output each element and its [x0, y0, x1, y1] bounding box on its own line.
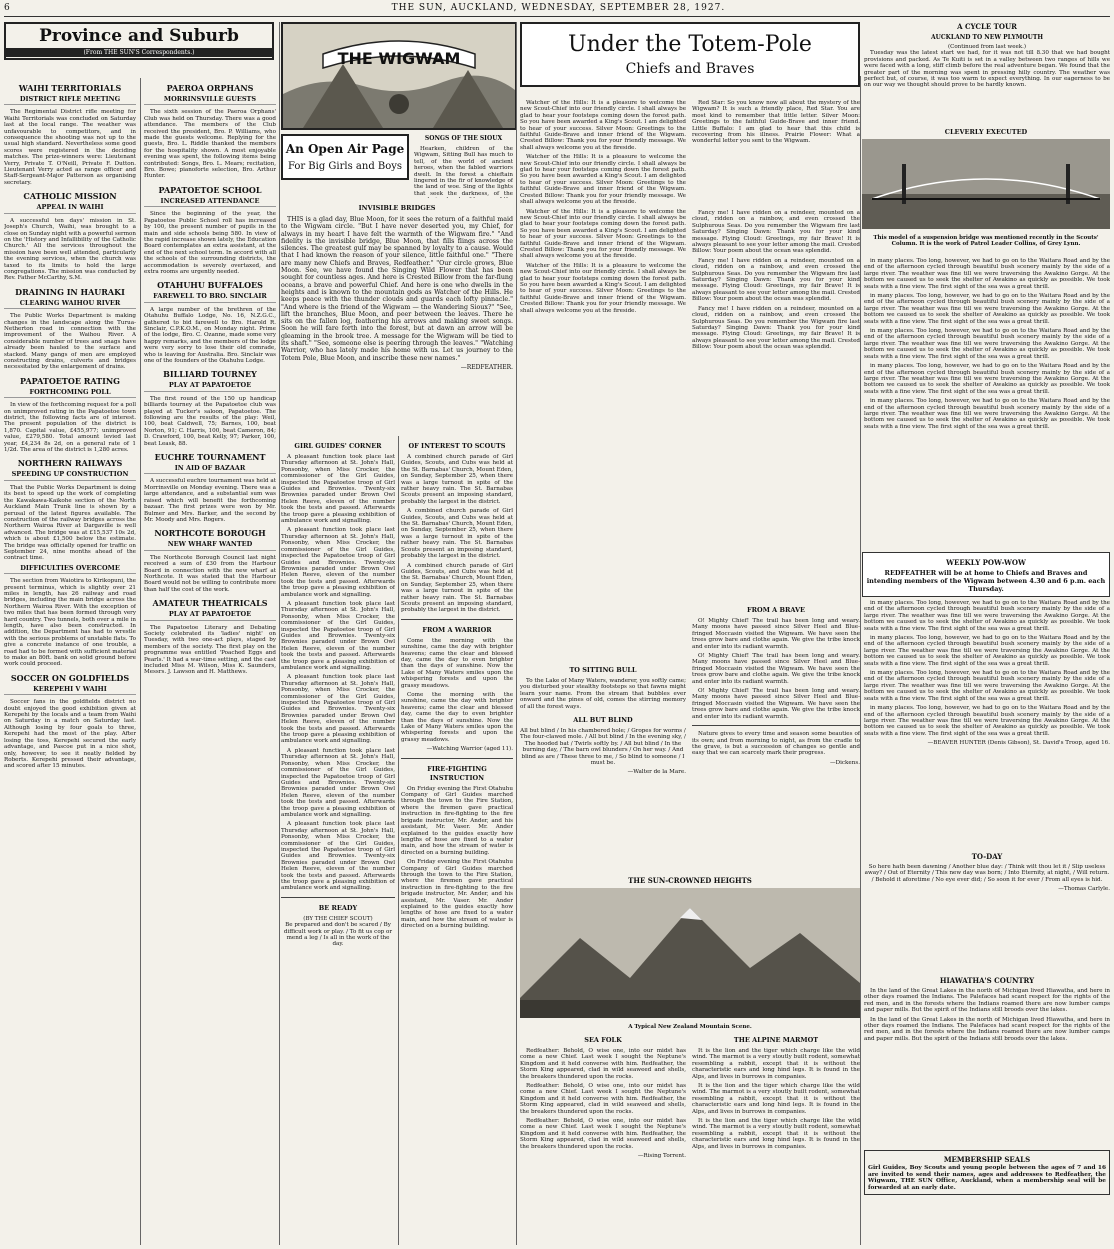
- totem-body-3c: Fancy me! I have ridden on a reindeer, mounted on a cloud, ridden on a rainbow, and even crossed the Sulphurous Seas. Do you remember the Wigwam fire last Saturday? Singing Dawn: Thank you for your kind message. Flying Cloud: Greetings, my fair Brave! It is always pleasant to see your letter among the mail. Crested Billow: Your poem about the ocean was splendid.: [692, 305, 860, 351]
- sioux-body: Hearken, children of the Wigwam, Sitting Bull has much to tell, of the world of ancient heroes, when the fabled warriors dwelt. In the forest a chieftain lingered in the fir of knowledge of the land of woe. Sing of the lights that seek the darkness, of the: [414, 146, 513, 197]
- hiawatha-block: [864, 970, 1110, 1120]
- clever-block: [862, 128, 1110, 251]
- column-rule: [279, 22, 280, 1245]
- article-heading: DRAINING IN HAURAKI: [15, 286, 125, 297]
- clever-heading: CLEVERLY EXECUTED: [944, 128, 1028, 136]
- marmot-block: [692, 1030, 860, 1242]
- totem-column-1: [520, 100, 686, 520]
- article-body: Since the beginning of the year, the Papatoetoe Public School roll has increased by 100, the present number of pupils in the main and side schools being 580. In view of the rapid increase shown lately, the Education Board contemplates an extra assistant, at the end of the next school term. In accord with all the schools of the surrounding districts, the accommodation is severely overtaxed, and extra rooms are urgently needed.: [144, 211, 276, 275]
- wigwam-title-box: [281, 134, 409, 180]
- tour-body-2c: in many places. Too long, however, we had to go on to the Waitara Road and by the end of the afternoon cycled through beautiful bush scenery mainly by the side of a large river. The weather was fine till we were traversing the Awakino Gorge. At the bottom we caused us to seek the shelter of Awakino as quickly as possible. We took seats with a fine view. The first sight of the sea was a great thrill.: [864, 328, 1110, 360]
- scouts-body-extra2: A combined church parade of Girl Guides, Scouts, and Cubs was held at the St. Barnabas' Church, Mount Eden, on Sunday, September 25, when there was a large turnout in spite of the rather heavy rain. The St. Barnabas Scouts present an imposing standard, probably the largest in the district.: [401, 562, 513, 614]
- scouts-column: [401, 436, 513, 1236]
- brave-body: O! Mighty Chief! The trail has been long and weary. Many moons have passed since Silver Heel and Blue-fringed Moccasin visited the Wigwam. We have seen the trees grow bare and clothe again. We give the tribe knock and enter into its radiant warmth.: [692, 618, 860, 650]
- brave-body-c: O! Mighty Chief! The trail has been long and weary. Many moons have passed since Silver Heel and Blue-fringed Moccasin visited the Wigwam. We have seen the trees grow bare and clothe again. We give the tribe knock and enter into its radiant warmth.: [692, 688, 860, 720]
- totem-column-2: [692, 100, 860, 200]
- dickens-signature: —Dickens.: [830, 759, 860, 766]
- page-title: An Open Air Page: [285, 142, 405, 156]
- article-heading: WAIHI TERRITORIALS: [18, 83, 122, 93]
- wigwam-word: THE WIGWAM: [337, 49, 461, 68]
- province-banner: [4, 22, 274, 60]
- dickens-body: Nature gives to every time and season some beauties of its own; and from morning to night, as from the cradle to the grave, is but a succession of changes so gentle and easy that we can scarcely mark their progress.: [692, 731, 860, 757]
- tour-body-2e: in many places. Too long, however, we had to go on to the Waitara Road and by the end of the afternoon cycled through beautiful bush scenery mainly by the side of a large river. The weather was fine till we were traversing the Awakino Gorge. At the bottom we caused us to seek the shelter of Awakino as quickly as possible. We took seats with a fine view. The first sight of the sea was a great thrill.: [864, 398, 1110, 430]
- sioux-article: [414, 134, 513, 198]
- sun-heights-heading: THE SUN-CROWNED HEIGHTS: [628, 876, 752, 885]
- article-heading: PAEROA ORPHANS: [166, 83, 254, 93]
- tour-heading: A CYCLE TOUR: [957, 22, 1017, 31]
- seals-heading: MEMBERSHIP SEALS: [943, 1155, 1031, 1164]
- wigwam-illustration: [283, 24, 515, 128]
- marmot-heading: THE ALPINE MARMOT: [733, 1036, 819, 1044]
- tour-block-3: [864, 600, 1110, 850]
- page-subtitle: For Big Girls and Boys: [287, 161, 403, 172]
- sitting-bull-block: [520, 660, 686, 870]
- article-body: The Northcote Borough Council last night received a sum of £30 from the Harbour Board in connection with the new wharf at Northcote. It was stated that the Harbour Board would not be willing to contribute more than half the cost of the work.: [144, 554, 276, 593]
- article-heading: NORTHERN RAILWAYS: [17, 458, 123, 469]
- totem-body-3: Fancy me! I have ridden on a reindeer, mounted on a cloud, ridden on a rainbow, and even crossed the Sulphurous Seas. Do you remember the Wigwam fire last Saturday? Singing Dawn: Thank you for your kind message. Flying Cloud: Greetings, my fair Brave! It is always pleasant to see your letter among the mail. Crested Billow: Your poem about the ocean was splendid.: [692, 210, 860, 255]
- fire-heading: FIRE-FIGHTING INSTRUCTION: [427, 764, 487, 782]
- tour-body: Tuesday was the latest start we had, for it was not till 8.30 that we had bought provisions and packed. As Te Kuiti is set in a valley between two ranges of hills we were faced with a long, stiff climb before the real adventure began. We found that the greater part of the morning was spent in pressing hilly country. The weather was perfect but, of course, it was too warm to expect everything. In our eagerness to be on our way we thought should prove to be hardly known.: [864, 50, 1110, 89]
- guides-body-extra3: A pleasant function took place last Thursday afternoon at St. John's Hall, Ponsonby, when Miss Crocker, the commissioner of the Girl Guides, inspected the Papatoetoe troop of Girl Guides and Brownies. Twenty-six Brownies paraded under Brown Owl Helen Reeve, eleven of the number took the tests and passed. Afterwards the troop gave a pleasing exhibition of ambulance work and signalling.: [281, 674, 395, 745]
- fire-body-extra: On Friday evening the First Otahuhu Company of Girl Guides marched through the town to the Fire Station, where the firemen gave practical instruction in fire-fighting to the fire brigade instructor, Mr. Ander, and his assistant, Mr. Vaser. Mr. Ander explained to the guides exactly how lengths of hose are fixed to a water main, and how the stream of water is directed on a burning building.: [401, 859, 513, 930]
- article-subheading: SPEEDING UP CONSTRUCTION: [4, 471, 136, 480]
- article-heading: NORTHCOTE BOROUGH: [154, 528, 266, 539]
- clever-caption: This model of a suspension bridge was mentioned recently in the Scouts' Column. It is the work of Patrol Leader Collins, of Grey Lynn.: [873, 235, 1099, 247]
- totem-body-1d: Watcher of the Hills: It is a pleasure to welcome the new Scout-Chief into our friendly circle. I shall always be glad to hear your footsteps coming down the forest path. So you have been awarded a King's Scout. I am delighted to hear of your success. Silver Moon: Greetings to the faithful Guide-Brave and inner friend of the Wigwam. Crested Billow: Thank you for your friendly message. We shall always welcome you at the fireside.: [520, 262, 686, 314]
- article-subheading: NEW WHARF WANTED: [144, 541, 276, 550]
- article-subheading: CLEARING WAIHOU RIVER: [4, 300, 136, 309]
- totem-body-2: Red Star: So you know now all about the mystery of the Wigwam? It is such a friendly place, Red Star. You are most kind to remember that little letter. Silver Moon: Greetings to the faithful Guide-Brave and inner friend. Little Buffalo: I am glad to hear that this child is recovering from his illness. Prairie Flower: What a wonderful letter you sent to the Wigwam.: [692, 100, 860, 145]
- province-title: Province and Suburb: [39, 26, 239, 46]
- powwow-heading: WEEKLY POW-WOW: [946, 558, 1026, 567]
- tour-body-2: in many places. Too long, however, we had to go on to the Waitara Road and by the end of the afternoon cycled through beautiful bush scenery mainly by the side of a large river. The weather was fine till we were traversing the Awakino Gorge. At the bottom we caused us to seek the shelter of Awakino as quickly as possible. We took seats with a fine view. The first sight of the sea was a great thrill.: [864, 258, 1110, 290]
- marmot-body-b: It is the lion and the tiger which charge like the wild wind. The marmot is a very stoutly built rodent, somewhat resembling a rabbit, except that it is without the characteristic ears and long hind legs. It is found in the Alps, and lives in burrows in companies.: [692, 1083, 860, 1115]
- brave-heading: FROM A BRAVE: [747, 606, 805, 614]
- invisible-bridges-signature: —REDFEATHER.: [460, 363, 513, 371]
- totem-banner: [520, 22, 860, 87]
- seafolk-body-c: Redfeather: Behold, O wise one, into our midst has come a new Chief. Last week I sought the Neptune's Kingdom and it held converse with him. Redfeather, the Storm King appeared, clad in wild seaweed and shells, the breakers thundered upon the rocks.: [520, 1118, 686, 1150]
- article-heading: BILLIARD TOURNEY: [163, 369, 257, 380]
- guides-heading: GIRL GUIDES' CORNER: [294, 442, 382, 450]
- totem-body-1: Watcher of the Hills: It is a pleasure to welcome the new Scout-Chief into our friendly circle. I shall always be glad to hear your footsteps coming down the forest path. So you have been awarded a King's Scout. I am delighted to hear of your success. Silver Moon: Greetings to the faithful Guide-Brave and inner friend of the Wigwam. Crested Billow: Thank you for your friendly message. We shall always welcome you at the fireside.: [520, 100, 686, 151]
- seafolk-body-b: Redfeather: Behold, O wise one, into our midst has come a new Chief. Last week I sought the Neptune's Kingdom and it held converse with him. Redfeather, the Storm King appeared, clad in wild seaweed and shells, the breakers thundered upon the rocks.: [520, 1083, 686, 1115]
- article-body: A successful ten days' mission in St. Joseph's Church, Waihi, was brought to a close on Sunday night with a powerful sermon on the 'History and Infallibility of the Catholic Church.' All the services throughout the mission have been well attended, particularly the evening services, when the church was taxed to its limits to hold the large congregations. The mission was conducted by Rev. Father McCarthy, S.M.: [4, 217, 136, 282]
- totem-body-1c: Watcher of the Hills: It is a pleasure to welcome the new Scout-Chief into our friendly circle. I shall always be glad to hear your footsteps coming down the forest path. So you have been awarded a King's Scout. I am delighted to hear of your success. Silver Moon: Greetings to the faithful Guide-Brave and inner friend of the Wigwam. Crested Billow: Thank you for your friendly message. We shall always welcome you at the fireside.: [520, 208, 686, 260]
- article-subheading: KEREPEHI V WAIHI: [4, 686, 136, 695]
- guides-body-extra2: A pleasant function took place last Thursday afternoon at St. John's Hall, Ponsonby, when Miss Crocker, the commissioner of the Girl Guides, inspected the Papatoetoe troop of Girl Guides and Brownies. Twenty-six Brownies paraded under Brown Owl Helen Reeve, eleven of the number took the tests and passed. Afterwards the troop gave a pleasing exhibition of ambulance work and signalling.: [281, 600, 395, 671]
- scouts-heading: OF INTEREST TO SCOUTS: [408, 442, 506, 450]
- warrior-heading: FROM A WARRIOR: [422, 625, 492, 634]
- article-body: That the Public Works Department is doing its best to speed up the work of completing the Kawakawa-Kaikohe section of the North Auckland Main Trunk line is shown by a perusal of the latest figures available. The construction of the railway bridges across the Northern Wairoa River at Dargaville is well advanced. The bridge was at £15,537 10s 2d, which is about £1,500 below the estimate. The bridge was officially opened for traffic on September 24, nine months ahead of the contract time.: [4, 484, 136, 562]
- totem-title: Under the Totem-Pole: [568, 32, 812, 57]
- article-subheading: DISTRICT RIFLE MEETING: [4, 96, 136, 105]
- masthead: [4, 0, 1110, 17]
- brave-body-b: O! Mighty Chief! The trail has been long and weary. Many moons have passed since Silver Heel and Blue-fringed Moccasin visited the Wigwam. We have seen the trees grow bare and clothe again. We give the tribe knock and enter into its radiant warmth.: [692, 653, 860, 685]
- page-number: 6: [4, 3, 10, 13]
- tour-body-3: in many places. Too long, however, we had to go on to the Waitara Road and by the end of the afternoon cycled through beautiful bush scenery mainly by the side of a large river. The weather was fine till we were traversing the Awakino Gorge. At the bottom we caused us to seek the shelter of Awakino as quickly as possible. We took seats with a fine view. The first sight of the sea was a great thrill.: [864, 600, 1110, 632]
- hiawatha-heading: HIAWATHA'S COUNTRY: [939, 976, 1035, 985]
- column-rule: [860, 76, 861, 1245]
- sun-heights-caption: A Typical New Zealand Mountain Scene.: [628, 1024, 752, 1030]
- today-block: [864, 846, 1110, 966]
- warrior-body: Come the morning with the sunshine, came the day with brighter heavens; came the clear and blessed day, came the day to even brighter than the days of sunshine. Now the Lake of Many Waters smiles upon the whispering forests and upon the grassy meadows.: [401, 637, 513, 689]
- today-heading: TO-DAY: [971, 852, 1003, 861]
- article-heading: EUCHRE TOURNAMENT: [154, 452, 266, 463]
- article-heading: PAPATOETOE SCHOOL: [158, 184, 262, 195]
- marmot-body: It is the lion and the tiger which charge like the wild wind. The marmot is a very stoutly built rodent, somewhat resembling a rabbit, except that it is without the characteristic ears and long hind legs. It is found in the Alps, and lives in burrows in companies.: [692, 1048, 860, 1080]
- guides-body-extra4: A pleasant function took place last Thursday afternoon at St. John's Hall, Ponsonby, when Miss Crocker, the commissioner of the Girl Guides, inspected the Papatoetoe troop of Girl Guides and Brownies. Twenty-six Brownies paraded under Brown Owl Helen Reeve, eleven of the number took the tests and passed. Afterwards the troop gave a pleasing exhibition of ambulance work and signalling.: [281, 747, 395, 818]
- article-body: The Public Works Department is making changes in the landscape along the Turua-Netherton road in connection with the improvement of the Waihou River. A considerable number of trees and snags have already been hauled to the surface and stacked. Many gangs of men are employed constructing drains, culverts and bridges necessitated by the enlargement of drains.: [4, 313, 136, 371]
- article-subheading: PLAY AT PAPATOETOE: [144, 382, 276, 391]
- ready-body: Be prepared and don't be scared / By difficult work or play. / To fit us cop or mend a leg / Is all in the work of the day.: [283, 922, 393, 948]
- seals-block: [864, 1150, 1110, 1242]
- scouts-body-extra: A combined church parade of Girl Guides, Scouts, and Cubs was held at the St. Barnabas' Church, Mount Eden, on Sunday, September 25, when there was a large turnout in spite of the rather heavy rain. The St. Barnabas Scouts present an imposing standard, probably the largest in the district.: [401, 508, 513, 560]
- hiawatha-body-b: In the land of the Great Lakes in the north of Michigan lived Hiawatha, and here in other days roamed the Indians. The Palefaces had scant respect for the rights of the red men, and in the forests where the Indians roamed there are now lumber camps and paper mills. But the spirit of the Indians still broods over the lakes.: [864, 1016, 1110, 1042]
- totem-body-1b: Watcher of the Hills: It is a pleasure to welcome the new Scout-Chief into our friendly circle. I shall always be glad to hear your footsteps coming down the forest path. So you have been awarded a King's Scout. I am delighted to hear of your success. Silver Moon: Greetings to the faithful Guide-Brave and inner friend of the Wigwam. Crested Billow: Thank you for your friendly message. We shall always welcome you at the fireside.: [520, 154, 686, 206]
- article-body: The Regimental District rifle meeting for Waihi Territorials was concluded on Saturday last at the local range. The weather was unfavourable to competitors, and in consequence the shooting was not up to the usual high standard. Nevertheless some good scores were registered in the deciding matches. The prize-winners were: Lieutenant Verry, Private T. O'Neill, Private F. Dutton. Lieutenant Verry acted as range officer and Staff-Sergeant-Major Patterson as organising secretary.: [4, 109, 136, 186]
- wigwam-banner: [281, 22, 517, 130]
- marmot-body-c: It is the lion and the tiger which charge like the wild wind. The marmot is a very stoutly built rodent, somewhat resembling a rabbit, except that it is without the characteristic ears and long hind legs. It is found in the Alps, and lives in burrows in companies.: [692, 1118, 860, 1150]
- column-rule: [516, 22, 517, 1245]
- blind-heading: ALL BUT BLIND: [573, 716, 633, 725]
- masthead-title: THE SUN, AUCKLAND, WEDNESDAY, SEPTEMBER 28, 1927.: [391, 3, 726, 13]
- article-heading: PAPATOETOE RATING: [20, 375, 120, 386]
- article-subheading: PLAY AT PAPATOETOE: [144, 611, 276, 620]
- article-heading: AMATEUR THEATRICALS: [152, 598, 268, 609]
- blind-signature: —Walter de la Mare.: [627, 769, 686, 776]
- article-subheading: MORRINSVILLE GUESTS: [144, 96, 276, 105]
- guides-body-extra: A pleasant function took place last Thursday afternoon at St. John's Hall, Ponsonby, when Miss Crocker, the commissioner of the Girl Guides, inspected the Papatoetoe troop of Girl Guides and Brownies. Twenty-six Brownies paraded under Brown Owl Helen Reeve, eleven of the number took the tests and passed. Afterwards the troop gave a pleasing exhibition of ambulance work and signalling.: [281, 527, 395, 598]
- tour-body-2d: in many places. Too long, however, we had to go on to the Waitara Road and by the end of the afternoon cycled through beautiful bush scenery mainly by the side of a large river. The weather was fine till we were traversing the Awakino Gorge. At the bottom we caused us to seek the shelter of Awakino as quickly as possible. We took seats with a fine view. The first sight of the sea was a great thrill.: [864, 363, 1110, 395]
- mountain-photo: [520, 888, 860, 1018]
- article-body: In view of the forthcoming request for a poll on unimproved rating in the Papatoetoe town district, the following facts are of interest. The present population of the district is 1,870. Capital value, £455,977; unimproved value, £279,580. Total amount levied last year, £4,234 8s 2d, on a general rate of 1 1/2d. The area of the district is 1,280 acres.: [4, 402, 136, 454]
- wigwam-title-wrap: [281, 134, 409, 180]
- guides-body-extra5: A pleasant function took place last Thursday afternoon at St. John's Hall, Ponsonby, when Miss Crocker, the commissioner of the Girl Guides, inspected the Papatoetoe troop of Girl Guides and Brownies. Twenty-six Brownies paraded under Brown Owl Helen Reeve, eleven of the number took the tests and passed. Afterwards the troop gave a pleasing exhibition of ambulance work and signalling.: [281, 821, 395, 892]
- article-subheading: FORTHCOMING POLL: [4, 389, 136, 398]
- tour-body-3d: in many places. Too long, however, we had to go on to the Waitara Road and by the end of the afternoon cycled through beautiful bush scenery mainly by the side of a large river. The weather was fine till we were traversing the Awakino Gorge. At the bottom we caused us to seek the shelter of Awakino as quickly as possible. We took seats with a fine view. The first sight of the sea was a great thrill.: [864, 705, 1110, 737]
- totem-column-3: [692, 210, 860, 520]
- article-body: The section from Waiotira to Kirikopuni, the present terminus, which is slightly over 21 miles in length, has 26 railway and road bridges, including the main bridge across the Northern Wairoa River. With the exception of two miles that has been formed through very hard country. Two tunnels, both over a mile in length, have also been constructed. In addition, the Department has had to wrestle with the serious problems of unstable flats. To give a concrete instance of one trouble, a road had to be formed with sufficient material to make an 80ft. bank on solid ground before work could proceed.: [4, 578, 136, 668]
- seafolk-signature: —Rising Torrent.: [637, 1153, 686, 1160]
- fire-body: On Friday evening the First Otahuhu Company of Girl Guides marched through the town to the Fire Station, where the firemen gave practical instruction in fire-fighting to the fire brigade instructor, Mr. Ander, and his assistant, Mr. Vaser. Mr. Ander explained to the guides exactly how lengths of hose are fixed to a water main, and how the stream of water is directed on a burning building.: [401, 785, 513, 856]
- ready-heading: BE READY: [318, 903, 358, 912]
- left-column-1: [4, 78, 136, 1243]
- article-heading: SOCCER ON GOLDFIELDS: [10, 672, 130, 683]
- province-banner-wrap: [4, 22, 274, 72]
- province-subtitle: (From THE SUN'S Correspondents.): [6, 48, 272, 57]
- seafolk-block: [520, 1030, 686, 1242]
- article-heading: OTAHUHU BUFFALOES: [157, 280, 263, 291]
- sioux-heading: SONGS OF THE SIOUX: [424, 135, 503, 142]
- powwow-box: [862, 548, 1110, 601]
- hiawatha-body: In the land of the Great Lakes in the north of Michigan lived Hiawatha, and here in other days roamed the Indians. The Palefaces had scant respect for the rights of the red men, and in the forests where the Indians roamed there are now lumber camps and paper mills. But the spirit of the Indians still broods over the lakes.: [864, 988, 1110, 1014]
- blind-body: All but blind / In his chambered hole; / Gropes for worms / The four-clawed mole. / All but blind / In the evening sky, / The hooded bat / Twirls softly by. / All but blind / In the burning day, / The barn owl blunders / On her way. / And blind as are / These three to me, / So blind to someone / I must be.: [520, 728, 686, 767]
- sun-heights-block: [520, 876, 860, 1034]
- today-body: So here hath been dawning / Another blue day: / Think wilt thou let it / Slip useless away? / Out of Eternity / This new day was born; / Into Eternity, at night, / Will return. / Behold it aforetime / No eye ever did; / So soon it for ever / From all eyes is hid.: [864, 864, 1110, 883]
- column-rule: [140, 78, 141, 1245]
- totem-banner-wrap: [520, 22, 860, 87]
- guides-body: A pleasant function took place last Thursday afternoon at St. John's Hall, Ponsonby, when Miss Crocker, the commissioner of the Girl Guides, inspected the Papatoetoe troop of Girl Guides and Brownies. Twenty-six Brownies paraded under Brown Owl Helen Reeve, eleven of the number took the tests and passed. Afterwards the troop gave a pleasing exhibition of ambulance work and signalling.: [281, 454, 395, 525]
- warrior-signature: —Watching Warrior (aged 11).: [426, 746, 513, 753]
- article-subheading: APPEAL IN WAIHI: [4, 204, 136, 213]
- seals-body: Girl Guides, Boy Scouts and young people between the ages of 7 and 16 are invited to send their names, ages and addresses to Redfeather, the Wigwam, THE SUN Office, Auckland, when a membership seal will be forwarded at an early date.: [868, 1165, 1106, 1191]
- guides-column: [281, 436, 395, 1236]
- article-body: The first round of the 150 up handicap billiards tourney at the Papatoetoe club was played at Tucker's saloon, Papatoetoe. The following are the results of the play: Weil, 100, beat Caldwell, 75; Barnes, 100, beat Norton, 91; C. Harris, 100, beat Cameron, 84; D. Crawford, 100, beat Kelly, 97; Parker, 100, beat Leask, 88.: [144, 395, 276, 447]
- today-signature: —Thomas Carlyle.: [1058, 886, 1110, 893]
- seafolk-heading: SEA FOLK: [584, 1036, 622, 1044]
- article-subheading: INCREASED ATTENDANCE: [144, 198, 276, 207]
- invisible-bridges-heading: INVISIBLE BRIDGES: [358, 204, 436, 212]
- article-heading: CATHOLIC MISSION: [23, 191, 117, 202]
- bridge-photo: [862, 139, 1110, 229]
- tour-body-3b: in many places. Too long, however, we had to go on to the Waitara Road and by the end of the afternoon cycled through beautiful bush scenery mainly by the side of a large river. The weather was fine till we were traversing the Awakino Gorge. At the bottom we caused us to seek the shelter of Awakino as quickly as possible. We took seats with a fine view. The first sight of the sea was a great thrill.: [864, 635, 1110, 667]
- article-body: The sixth session of the Paeroa Orphans' Club was held on Thursday. There was a good attendance. The members of the Club received the president, Bro. P. Williams, who made the guests welcome. Replying for the guests, Bro. L. Riddle thanked the members for the hospitality shown. A most enjoyable evening was spent, the following items being contributed: Songs, Bro. L. Mears; recitation, Bro. Bowe; pianoforte selection, Bro. Arthur Hunter.: [144, 109, 276, 180]
- article-body: Soccer fans in the goldfields district no doubt enjoyed the good exhibition given at Kerepehi by the locals and a team from Waihi on Saturday in a match on Saturday last. Although losing by four goals to three, Kerepehi had the most of the play. After losing the toss, Kerepehi secured the early advantage, and Pascoe put in a nice shot, only, however, to see it neatly fielded by Roberts. Kerepehi pressed their advantage, and scored after 15 minutes.: [4, 699, 136, 770]
- warrior-body-extra: Come the morning with the sunshine, came the day with brighter heavens; came the clear and blessed day, came the day to even brighter than the days of sunshine. Now the Lake of Many Waters smiles upon the whispering forests and upon the grassy meadows.: [401, 692, 513, 743]
- tour-body-3c: in many places. Too long, however, we had to go on to the Waitara Road and by the end of the afternoon cycled through beautiful bush scenery mainly by the side of a large river. The weather was fine till we were traversing the Awakino Gorge. At the bottom we caused us to seek the shelter of Awakino as quickly as possible. We took seats with a fine view. The first sight of the sea was a great thrill.: [864, 670, 1110, 702]
- tour-body-2b: in many places. Too long, however, we had to go on to the Waitara Road and by the end of the afternoon cycled through beautiful bush scenery mainly by the side of a large river. The weather was fine till we were traversing the Awakino Gorge. At the bottom we caused us to seek the shelter of Awakino as quickly as possible. We took seats with a fine view. The first sight of the sea was a great thrill.: [864, 293, 1110, 325]
- tour-continued: (Continued from last week.): [948, 44, 1026, 50]
- sitting-bull-body: To the Lake of Many Waters, wanderer, you softly came; you disturbed your stealthy footsteps so that fawns might learn your name. From the stream that bubbles ever onward and the pines of old, comes the stirring memory of all the forest ways.: [520, 678, 686, 710]
- totem-subtitle: Chiefs and Braves: [625, 61, 755, 77]
- tour-subheading: AUCKLAND TO NEW PLYMOUTH: [930, 34, 1044, 41]
- totem-body-3b: Fancy me! I have ridden on a reindeer, mounted on a cloud, ridden on a rainbow, and even crossed the Sulphurous Seas. Do you remember the Wigwam fire last Saturday? Singing Dawn: Thank you for your kind message. Flying Cloud: Greetings, my fair Brave! It is always pleasant to see your letter among the mail. Crested Billow: Your poem about the ocean was splendid.: [692, 257, 860, 303]
- article-body: A large number of the brethren of the Otahuhu Buffalo Lodge, No. 16, N.Z.G.C., gathered to bid farewell to Bro. Harold R. Sinclair, C.P.K.O.M., on Monday night. Prime of the lodge, Bro. C. Ozanne, made some very happy remarks, and the members of the lodge were very sorry to lose their old comrade, who is leaving for Australia. Bro. Sinclair was one of the founders of the Otahuhu Lodge.: [144, 306, 276, 364]
- tour-block: [864, 22, 1110, 126]
- ready-sub: (BY THE CHIEF SCOUT): [303, 915, 373, 922]
- article-body: The Papatoetoe Literary and Debating Society celebrated its 'ladies' night' on Tuesday, with two one-act plays, staged by members of the society. The first play on the programme was entitled 'Poached Eggs and Pearls.' It had a war-time setting, and the cast included Miss M. Wilson, Miss K. Saunders, Messrs. J. Lawson and H. Matthews.: [144, 624, 276, 676]
- sitting-bull-heading: TO SITTING BULL: [569, 666, 637, 674]
- page-number-right: [1107, 3, 1110, 13]
- invisible-bridges-body: THIS is a glad day, Blue Moon, for it sees the return of a faithful maid to the Wigwam circle. "But I have never deserted you, my Chief, for always in my heart I have felt the warmth of the Wigwam fire." "And fidelity is the invisible bridge, Blue Moon, that fills flings across the silences. The greatest gulf may be spanned by loyalty to a cause. Would that I had known the reason of your silence, little faithful one." "There are many new Chiefs and Braves, Redfeather." "Our circle grows, Blue Moon. See, we have found the Singing Wild Flower that has been sought for countless ages. And here is Crested Billow from the far-flung oceans, a brave and powerful Chief. And here is one who dwells in the heights and is known to the mountain gods as Watcher of the Hills. He keeps peace with the thunder clouds and guards each lofty pinnacle." "And where is the friend of the Wigwam — the Wandering Sioux?" "See, lift the branches, Blue Moon, and peer between the leaves. There he sits on the fallen log, feathering his arrows and making sweet songs. Soon he will fare forth into the forest, but at dawn an arrow will be gleaming in the brook tree. A message for the Wigwam will be tied to its shaft." "See, someone else is peering through the leaves." "Watching Warrior, who has lately made his home with us. Let us journey to the Totem Pole, Blue Moon, and inscribe these new names.": [281, 216, 513, 362]
- tour-block-2: [864, 258, 1110, 546]
- article-subheading: IN AID OF BAZAAR: [144, 465, 276, 474]
- invisible-bridges-article: [281, 198, 513, 428]
- column-rule: [398, 436, 399, 1245]
- tour-signature: —BEAVER HUNTER (Denis Gibson), St. David's Troop, aged 16.: [927, 740, 1110, 747]
- article-subheading: DIFFICULTIES OVERCOME: [4, 565, 136, 574]
- scouts-body: A combined church parade of Girl Guides, Scouts, and Cubs was held at the St. Barnabas' Church, Mount Eden, on Sunday, September 25, when there was a large turnout in spite of the rather heavy rain. The St. Barnabas Scouts present an imposing standard, probably the largest in the district.: [401, 454, 513, 505]
- article-subheading: FAREWELL TO BRO. SINCLAIR: [144, 293, 276, 302]
- article-body: A successful euchre tournament was held at Morrinsville on Monday evening. There was a large attendance, and a substantial sum was raised which will benefit the forthcoming bazaar. The first prizes were won by Mr. Bulmer and Mrs. Barker, and the second by Mr. Moody and Mrs. Rogers.: [144, 478, 276, 523]
- powwow-body: REDFEATHER will be at home to Chiefs and Braves and intending members of the Wigwam between 4.30 and 6 p.m. each Thursday.: [866, 569, 1106, 593]
- left-column-2: [144, 78, 276, 1243]
- brave-block: [692, 600, 860, 870]
- seafolk-body: Redfeather: Behold, O wise one, into our midst has come a new Chief. Last week I sought the Neptune's Kingdom and it held converse with him. Redfeather, the Storm King appeared, clad in wild seaweed and shells, the breakers thundered upon the rocks.: [520, 1048, 686, 1080]
